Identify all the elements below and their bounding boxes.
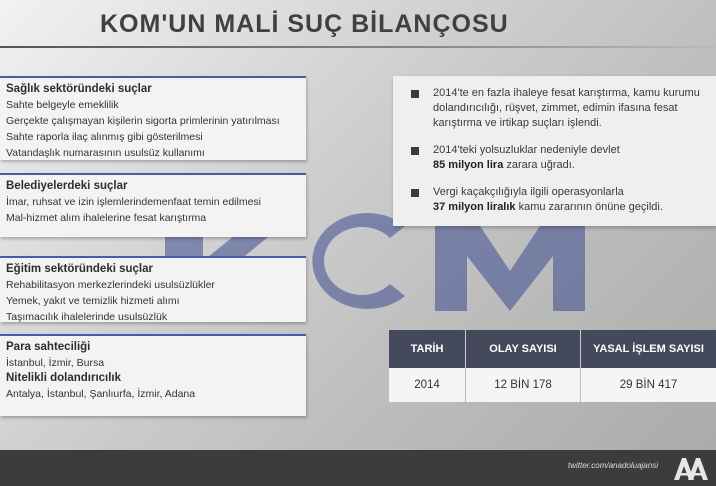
footer-bar [0, 450, 716, 486]
info-text: 2014'te en fazla ihaleye fesat karıştırma, kamu kurumu dolandırıcılığı, rüşvet, zimmet, edimin ifasına fesat karıştırma ve irtikap suçları işlendi. [433, 87, 700, 129]
table-header: OLAY SAYISI [466, 330, 581, 368]
table-header: TARİH [389, 330, 466, 368]
panel-heading: Eğitim sektöründeki suçlar [6, 263, 153, 275]
list-item: İmar, ruhsat ve izin işlemlerindemenfaat temin edilmesi [6, 196, 262, 208]
twitter-handle[interactable]: twitter.com/anadoluajansi [568, 461, 658, 470]
title-divider [0, 46, 716, 48]
list-item: Sahte belgeyle emeklilik [6, 99, 119, 111]
table-cell: 29 BİN 417 [581, 368, 716, 402]
table-cell: 12 BİN 178 [466, 368, 581, 402]
info-text: zarara uğradı. [503, 159, 575, 171]
list-item: İstanbul, İzmir, Bursa [6, 357, 105, 369]
panel-belediye [0, 173, 306, 237]
aa-logo-icon [672, 454, 712, 482]
table-cell: 2014 [389, 368, 466, 402]
info-highlight: 85 milyon lira [433, 159, 504, 171]
panel-sahtecilik [0, 334, 306, 416]
panel-saglik [0, 76, 306, 160]
info-bullet [411, 185, 702, 215]
square-bullet-icon [411, 147, 419, 155]
list-item: Mal-hizmet alım ihalelerine fesat karıştırma [6, 212, 207, 224]
panel-heading: Sağlık sektöründeki suçlar [6, 83, 152, 95]
info-highlight: 37 milyon liralık [433, 201, 516, 213]
square-bullet-icon [411, 189, 419, 197]
info-text: Vergi kaçakçılığıyla ilgili operasyonlarla [433, 186, 624, 198]
panel-heading: Belediyelerdeki suçlar [6, 180, 128, 192]
table-row [389, 368, 716, 402]
list-item: Sahte raporla ilaç alınmış gibi gösterilmesi [6, 131, 203, 143]
info-text: kamu zararının önüne geçildi. [515, 201, 663, 213]
list-item: Gerçekte çalışmayan kişilerin sigorta primlerinin yatırılması [6, 115, 280, 127]
square-bullet-icon [411, 90, 419, 98]
info-bullet [411, 143, 702, 173]
list-item: Antalya, İstanbul, Şanlıurfa, İzmir, Adana [6, 388, 196, 400]
info-bullet [411, 86, 702, 131]
stats-table [389, 330, 716, 402]
info-text: 2014'teki yolsuzluklar nedeniyle devlet [433, 144, 620, 156]
list-item: Yemek, yakıt ve temizlik hizmeti alımı [6, 295, 180, 307]
panel-heading: Para sahteciliği [6, 341, 91, 353]
list-item: Taşımacılık ihalelerinde usulsüzlük [6, 311, 168, 323]
panel-egitim [0, 256, 306, 322]
page-title: KOM'UN MALİ SUÇ BİLANÇOSU [100, 10, 509, 38]
list-item: Rehabilitasyon merkezlerindeki usulsüzlükler [6, 279, 215, 291]
panel-heading-2: Nitelikli dolandırıcılık [6, 372, 122, 384]
table-header-row [389, 330, 716, 368]
list-item: Vatandaşlık numarasının usulsüz kullanımı [6, 147, 205, 159]
table-header: YASAL İŞLEM SAYISI [581, 330, 716, 368]
info-box [393, 76, 716, 226]
